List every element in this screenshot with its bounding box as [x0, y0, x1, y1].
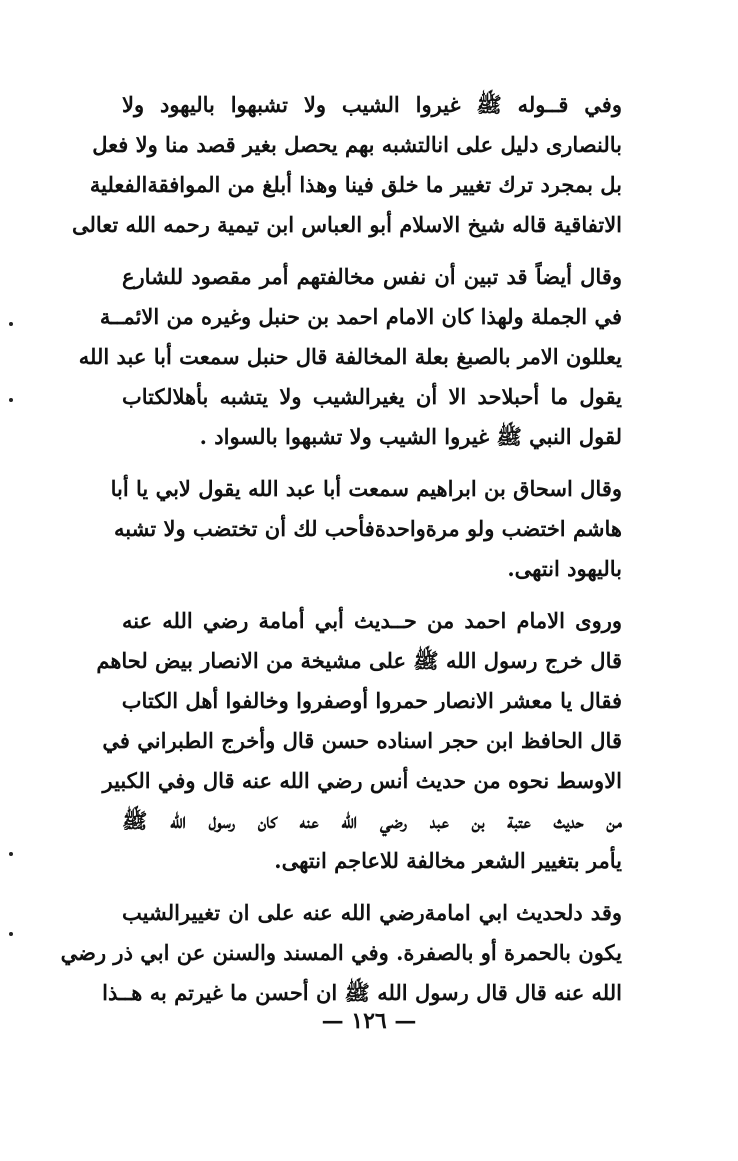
text-line: وفي قــوله ﷺ غيروا الشيب ولا تشبهوا باليهود ولا — [122, 92, 622, 117]
text-line: الاتفاقية قاله شيخ الاسلام أبو العباس ابن تيمية رحمه الله تعالى — [71, 212, 622, 237]
text-line: الله عنه قال قال رسول الله ﷺ ان أحسن ما غيرتم به هــذا — [102, 980, 622, 1005]
margin-dot — [9, 322, 13, 326]
paragraph-gap — [122, 589, 622, 601]
text-line: يعللون الامر بالصبغ بعلة المخالفة قال حنبل سمعت أبا عبد الله — [78, 344, 622, 369]
text-body — [60, 85, 622, 1013]
paragraph-1 — [71, 85, 622, 245]
margin-dot — [9, 398, 13, 402]
text-line: باليهود انتهى. — [507, 556, 622, 581]
text-line: بل بمجرد ترك تغيير ما خلق فينا وهذا أبلغ من الموافقةالفعلية — [89, 172, 622, 197]
text-line: قال خرج رسول الله ﷺ على مشيخة من الانصار بيض لحاهم — [96, 648, 622, 673]
text-line: في الجملة ولهذا كان الامام احمد بن حنبل وغيره من الائمــة — [99, 304, 622, 329]
text-line: من حديث عتبة بن عبد رضي الله عنه كان رسول الله ﷺ — [122, 808, 622, 833]
paragraph-gap — [122, 245, 622, 257]
text-line: قال الحافظ ابن حجر اسناده حسن قال وأخرج الطبراني في — [102, 728, 622, 753]
paragraph-gap — [122, 457, 622, 469]
margin-dot — [9, 932, 13, 936]
paragraph-5 — [60, 893, 622, 1013]
text-line: يقول ما أحبلاحد الا أن يغيرالشيب ولا يتشبه بأهلالكتاب — [122, 384, 622, 409]
text-line: وقال أيضاً قد تبين أن نفس مخالفتهم أمر مقصود للشارع — [122, 264, 622, 289]
text-line: وقد دلحديث ابي امامةرضي الله عنه على ان تغييرالشيب — [122, 900, 622, 925]
paragraph-gap — [122, 881, 622, 893]
text-line: فقال يا معشر الانصار حمروا أوصفروا وخالفوا أهل الكتاب — [121, 688, 622, 713]
page-number: — ١٢٦ — — [321, 1008, 417, 1034]
text-line: وقال اسحاق بن ابراهيم سمعت أبا عبد الله يقول لابي يا أبا — [110, 476, 622, 501]
text-line: بالنصارى دليل على انالتشبه بهم يحصل بغير قصد منا ولا فعل — [92, 132, 622, 157]
text-line: لقول النبي ﷺ غيروا الشيب ولا تشبهوا بالسواد . — [199, 424, 622, 449]
text-line: هاشم اختضب ولو مرةواحدةفأحب لك أن تختضب ولا تشبه — [114, 516, 622, 541]
paragraph-3 — [110, 469, 622, 589]
text-line: يأمر بتغيير الشعر مخالفة للاعاجم انتهى. — [274, 848, 622, 873]
paragraph-4 — [96, 601, 622, 881]
text-line: وروى الامام احمد من حــديث أبي أمامة رضي الله عنه — [122, 608, 622, 633]
paragraph-2 — [78, 257, 622, 457]
margin-dot — [9, 852, 13, 856]
text-line: الاوسط نحوه من حديث أنس رضي الله عنه قال وفي الكبير — [102, 768, 622, 793]
text-line: يكون بالحمرة أو بالصفرة. وفي المسند والسنن عن ابي ذر رضي — [60, 940, 622, 965]
